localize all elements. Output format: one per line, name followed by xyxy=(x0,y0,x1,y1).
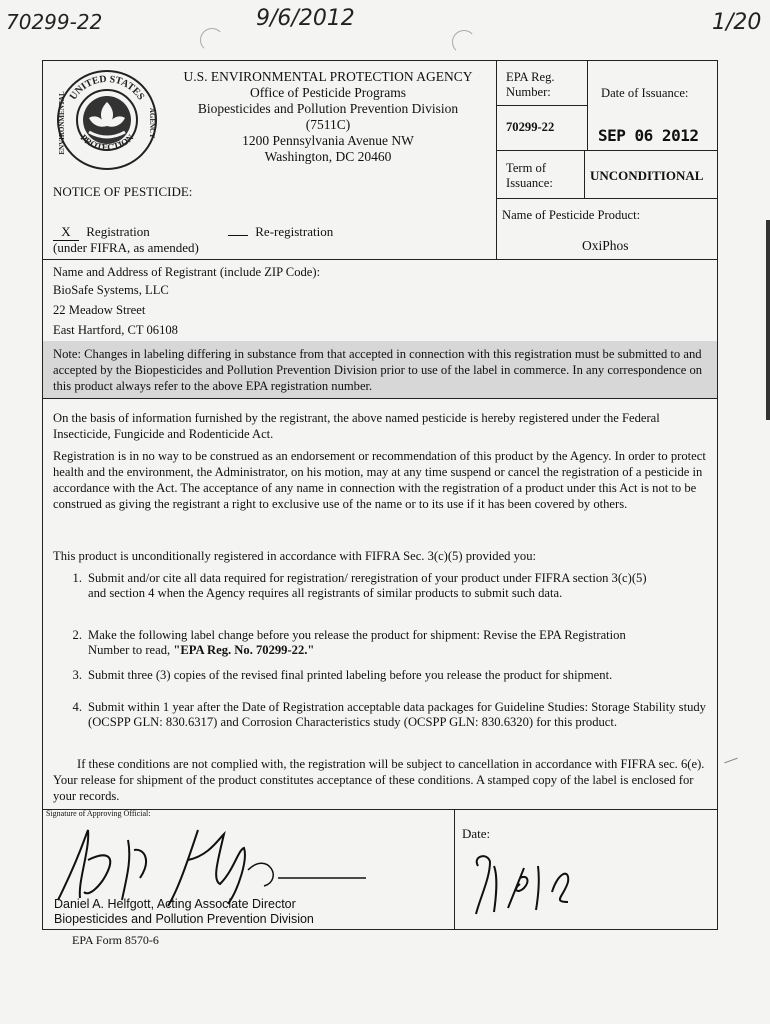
margin-tick xyxy=(724,758,737,764)
term-value: UNCONDITIONAL xyxy=(590,168,704,183)
signatory-name: Daniel A. Helfgott, Acting Associate Director xyxy=(54,897,296,911)
condition-text: Submit within 1 year after the Date of Registration acceptable data packages for Guideline Studies: Storage Stability study (OCSPP GLN: 830.6317) and Corrosion Characteristics study (OCSPP GLN: 830.6320) for this product. xyxy=(88,700,706,729)
condition-bold-text: "EPA Reg. No. 70299-22." xyxy=(173,643,315,657)
divider xyxy=(496,150,718,151)
registrant-label: Name and Address of Registrant (include ZIP Code): xyxy=(53,265,321,279)
registration-option xyxy=(53,224,150,241)
registrant-street: 22 Meadow Street xyxy=(53,303,146,317)
condition-item xyxy=(62,668,622,683)
agency-name: U.S. ENVIRONMENTAL PROTECTION AGENCY xyxy=(183,69,473,84)
agency-mail-code: (7511C) xyxy=(305,117,351,132)
closing-paragraph: If these conditions are not complied with, the registration will be subject to cancellation in accordance with FIFRA sec. 6(e). Your release for shipment of the product constitutes acceptance of these conditions. A stamped copy of the label is enclosed for your records. xyxy=(53,757,705,803)
agency-office: Office of Pesticide Programs xyxy=(249,85,407,100)
term-label: Term of Issuance: xyxy=(506,161,553,190)
condition-text: Submit and/or cite all data required for registration/ reregistration of your product under FIFRA section 3(c)(5) and section 4 when the Agency requires all registrants of similar products to submit such data. xyxy=(88,571,647,600)
reg-number-value: 70299-22 xyxy=(506,120,555,134)
condition-text: Make the following label change before you release the product for shipment: Revise the EPA Registration Number to read, xyxy=(88,628,626,657)
fifra-note: (under FIFRA, as amended) xyxy=(53,240,199,255)
agency-city: Washington, DC 20460 xyxy=(264,149,392,164)
divider xyxy=(454,809,455,929)
condition-item xyxy=(62,571,662,601)
reg-number-label: EPA Reg. Number: xyxy=(506,70,555,99)
punch-hole-left xyxy=(200,28,224,52)
reregistration-option xyxy=(228,224,333,240)
handwritten-date: 9/6/2012 xyxy=(256,6,355,31)
divider xyxy=(584,150,585,198)
signature-label: Signature of Approving Official: xyxy=(46,809,151,818)
date-stamp: SEP 06 2012 xyxy=(598,126,699,145)
basis-paragraph: On the basis of information furnished by the registrant, the above named pesticide is hereby registered under the Federal Insecticide, Fungicide and Rodenticide Act. xyxy=(53,411,660,441)
divider xyxy=(496,198,718,199)
signatory-division: Biopesticides and Pollution Prevention Division xyxy=(54,912,314,926)
condition-item xyxy=(62,628,652,658)
reregistration-label: Re-registration xyxy=(255,224,334,239)
condition-number: 3. xyxy=(72,668,82,682)
registrant-city: East Hartford, CT 06108 xyxy=(53,323,178,337)
seal-text-left: ENVIRONMENTAL xyxy=(58,91,66,155)
agency-division: Biopesticides and Pollution Prevention Division xyxy=(197,101,459,116)
condition-text: Submit three (3) copies of the revised final printed labeling before you release the product for shipment. xyxy=(88,668,613,682)
note-text: Note: Changes in labeling differing in substance from that accepted in connection with this registration must be submitted to and accepted by the Biopesticides and Pollution Prevention Division prior to use of the label in commerce. In any correspondence on this product always refer to the above EPA registration number. xyxy=(53,347,703,393)
signature-date-handwriting xyxy=(468,848,588,918)
handwritten-page-fraction: 1/20 xyxy=(712,10,762,35)
divider xyxy=(496,60,497,259)
right-edge xyxy=(766,220,770,420)
notice-title: NOTICE OF PESTICIDE: xyxy=(53,184,193,199)
seal-text-top: UNITED STATES xyxy=(67,73,147,103)
divider xyxy=(587,60,588,150)
condition-number: 4. xyxy=(72,700,82,714)
registration-label: Registration xyxy=(86,224,150,239)
agency-header xyxy=(160,69,496,165)
divider xyxy=(496,105,587,106)
registration-check-mark: X xyxy=(53,224,79,241)
divider xyxy=(42,259,718,260)
seal-text-right: AGENCY xyxy=(148,107,156,139)
divider xyxy=(42,398,718,399)
date-issuance-label: Date of Issuance: xyxy=(601,86,689,100)
condition-number: 2. xyxy=(72,628,82,642)
seal-text-bottom: PROTECTION xyxy=(78,132,136,153)
date-label: Date: xyxy=(462,826,491,841)
form-number: EPA Form 8570-6 xyxy=(72,933,159,947)
conditions-intro: This product is unconditionally registered in accordance with FIFRA Sec. 3(c)(5) provided you: xyxy=(53,549,536,563)
product-name-label: Name of Pesticide Product: xyxy=(502,208,641,222)
agency-street: 1200 Pennsylvania Avenue NW xyxy=(242,133,414,148)
condition-number: 1. xyxy=(72,571,82,585)
epa-seal-icon xyxy=(55,68,159,172)
registrant-name: BioSafe Systems, LLC xyxy=(53,283,169,297)
disclaimer-paragraph: Registration is in no way to be construed as an endorsement or recommendation of this product by the Agency. In order to protect health and the environment, the Administrator, on his motion, may at any time suspend or cancel the registration of a pesticide in accordance with the Act. The acceptance of any name in connection with the registration of a product under this Act is not to be construed as giving the registrant a right to exclusive use of the name or to its use if it has been covered by others. xyxy=(53,449,706,511)
condition-item xyxy=(62,700,706,730)
product-name-value: OxiPhos xyxy=(582,238,629,253)
handwritten-doc-number: 70299-22 xyxy=(6,10,103,34)
punch-hole-right xyxy=(452,30,476,54)
